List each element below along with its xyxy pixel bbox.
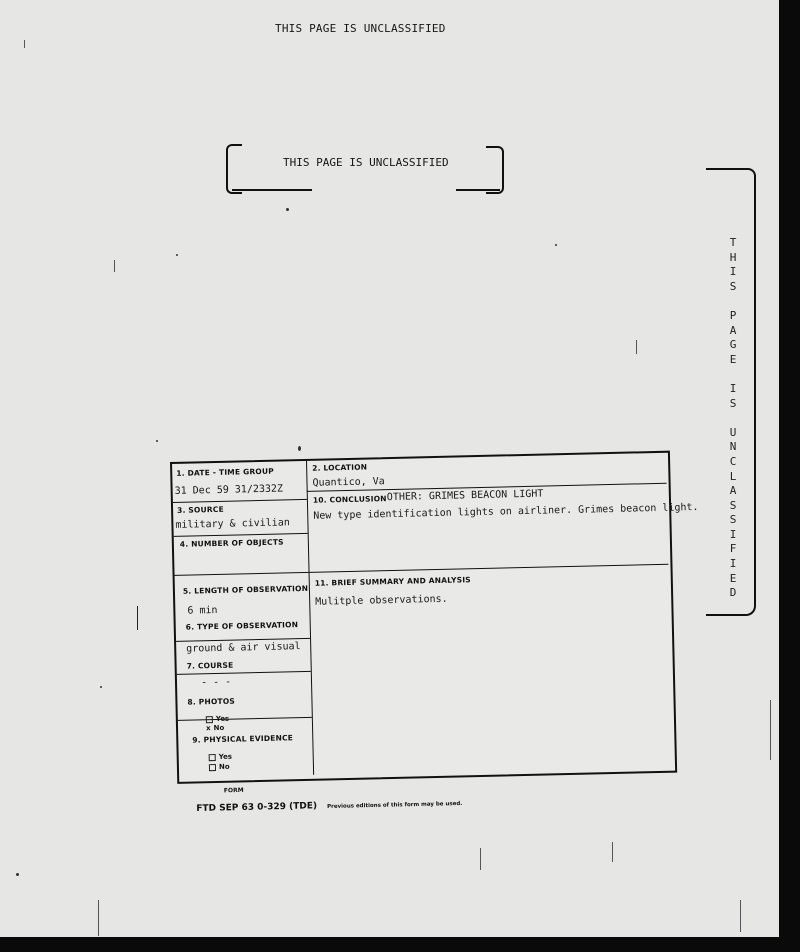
scan-streak: [98, 900, 99, 936]
header-bracket-bottom-left: [232, 189, 312, 191]
form-divider: [174, 533, 308, 537]
brief-summary-text: Mulitple observations.: [315, 593, 448, 608]
scan-streak: [480, 848, 481, 870]
scan-streak: [740, 900, 741, 932]
conclusion-value: OTHER: GRIMES BEACON LIGHT: [386, 488, 544, 504]
side-letter: S: [729, 498, 737, 512]
side-letter: F: [729, 542, 737, 556]
side-letter: A: [729, 323, 737, 337]
form-number: FTD SEP 63 0-329 (TDE): [196, 801, 318, 814]
physical-evidence-no-option[interactable]: [209, 763, 230, 771]
type-of-observation-label: 6. TYPE OF OBSERVATION: [185, 620, 299, 632]
scan-speck: [555, 244, 557, 246]
location-value: Quantico, Va: [312, 476, 385, 489]
photos-yes-label: Yes: [215, 714, 230, 724]
side-letter: A: [729, 484, 737, 498]
physical-evidence-yes-label: Yes: [218, 752, 233, 761]
date-time-value: 31 Dec 59 31/2332Z: [174, 483, 284, 497]
side-letter: S: [729, 513, 737, 527]
conclusion-text: New type identification lights on airliner. Grimes beacon light.: [313, 502, 699, 522]
scan-edge-right: [779, 0, 800, 952]
side-letter: D: [729, 586, 737, 600]
scan-streak: [114, 260, 115, 272]
side-letter: I: [729, 527, 737, 541]
date-time-label: 1. DATE - TIME GROUP: [176, 466, 275, 478]
scan-streak: [24, 40, 25, 48]
side-letter: G: [729, 338, 737, 352]
photos-yes-option[interactable]: [206, 715, 230, 724]
scan-streak: [770, 700, 771, 760]
photos-no-option[interactable]: [206, 724, 224, 732]
side-letter: H: [729, 250, 737, 264]
form-divider: [175, 564, 669, 576]
classification-header-top: THIS PAGE IS UNCLASSIFIED: [275, 22, 446, 35]
header-bracket-right: [486, 146, 504, 194]
side-letter: I: [729, 557, 737, 571]
scan-speck: [156, 440, 158, 442]
conclusion-label: 10. CONCLUSION: [312, 494, 387, 505]
number-of-objects-label: 4. NUMBER OF OBJECTS: [179, 537, 284, 549]
physical-evidence-label: 9. PHYSICAL EVIDENCE: [192, 733, 294, 745]
side-letter: T: [729, 236, 737, 249]
scan-speck: [298, 446, 301, 451]
scan-streak: [612, 842, 613, 862]
side-letter: [722, 411, 744, 426]
type-of-observation-value: ground & air visual: [186, 641, 301, 655]
checkbox-icon: [209, 754, 216, 761]
photos-no-mark: x: [205, 724, 211, 733]
form-divider: [177, 671, 311, 675]
length-of-observation-value: 6 min: [187, 604, 218, 617]
photos-no-label: No: [213, 723, 225, 733]
side-letter: S: [729, 396, 737, 410]
length-of-observation-label: 5. LENGTH OF OBSERVATION: [182, 583, 309, 596]
physical-evidence-no-label: No: [218, 762, 230, 771]
form-divider: [173, 499, 307, 503]
side-letter: U: [729, 425, 737, 439]
classification-side-stamp: [722, 236, 744, 601]
side-letter: C: [729, 454, 737, 468]
side-letter: P: [729, 308, 737, 322]
header-bracket-bottom-right: [456, 189, 500, 191]
side-letter: E: [729, 352, 737, 366]
form-word: FORM: [223, 786, 244, 795]
physical-evidence-yes-option[interactable]: [209, 753, 233, 762]
brief-summary-label: 11. BRIEF SUMMARY AND ANALYSIS: [314, 575, 471, 588]
course-value: - - -: [200, 676, 232, 689]
scan-speck: [286, 208, 289, 211]
report-form: [170, 451, 699, 784]
location-label: 2. LOCATION: [312, 462, 368, 473]
scan-edge-bottom: [0, 937, 800, 952]
side-letter: I: [729, 381, 737, 395]
side-letter: E: [729, 571, 737, 585]
classification-header-middle: THIS PAGE IS UNCLASSIFIED: [283, 156, 449, 169]
side-letter: L: [729, 469, 737, 483]
side-letter: S: [729, 279, 737, 293]
scan-speck: [16, 873, 19, 876]
side-letter: [722, 294, 744, 309]
checkbox-icon: [209, 764, 216, 771]
source-value: military & civilian: [175, 517, 290, 531]
scan-streak: [137, 606, 138, 630]
course-label: 7. COURSE: [186, 660, 234, 671]
previous-editions-note: Previous editions of this form may be used.: [327, 800, 463, 811]
source-label: 3. SOURCE: [176, 504, 224, 515]
form-divider-vertical: [306, 461, 314, 775]
side-letter: [722, 367, 744, 382]
scan-speck: [100, 686, 102, 688]
scan-streak: [636, 340, 637, 354]
header-bracket-left: [226, 144, 242, 194]
side-letter: I: [729, 265, 737, 279]
scan-speck: [176, 254, 178, 256]
side-letter: N: [729, 440, 737, 454]
photos-label: 8. PHOTOS: [187, 696, 236, 707]
form-footer: [196, 786, 463, 815]
checkbox-icon: [206, 716, 213, 723]
